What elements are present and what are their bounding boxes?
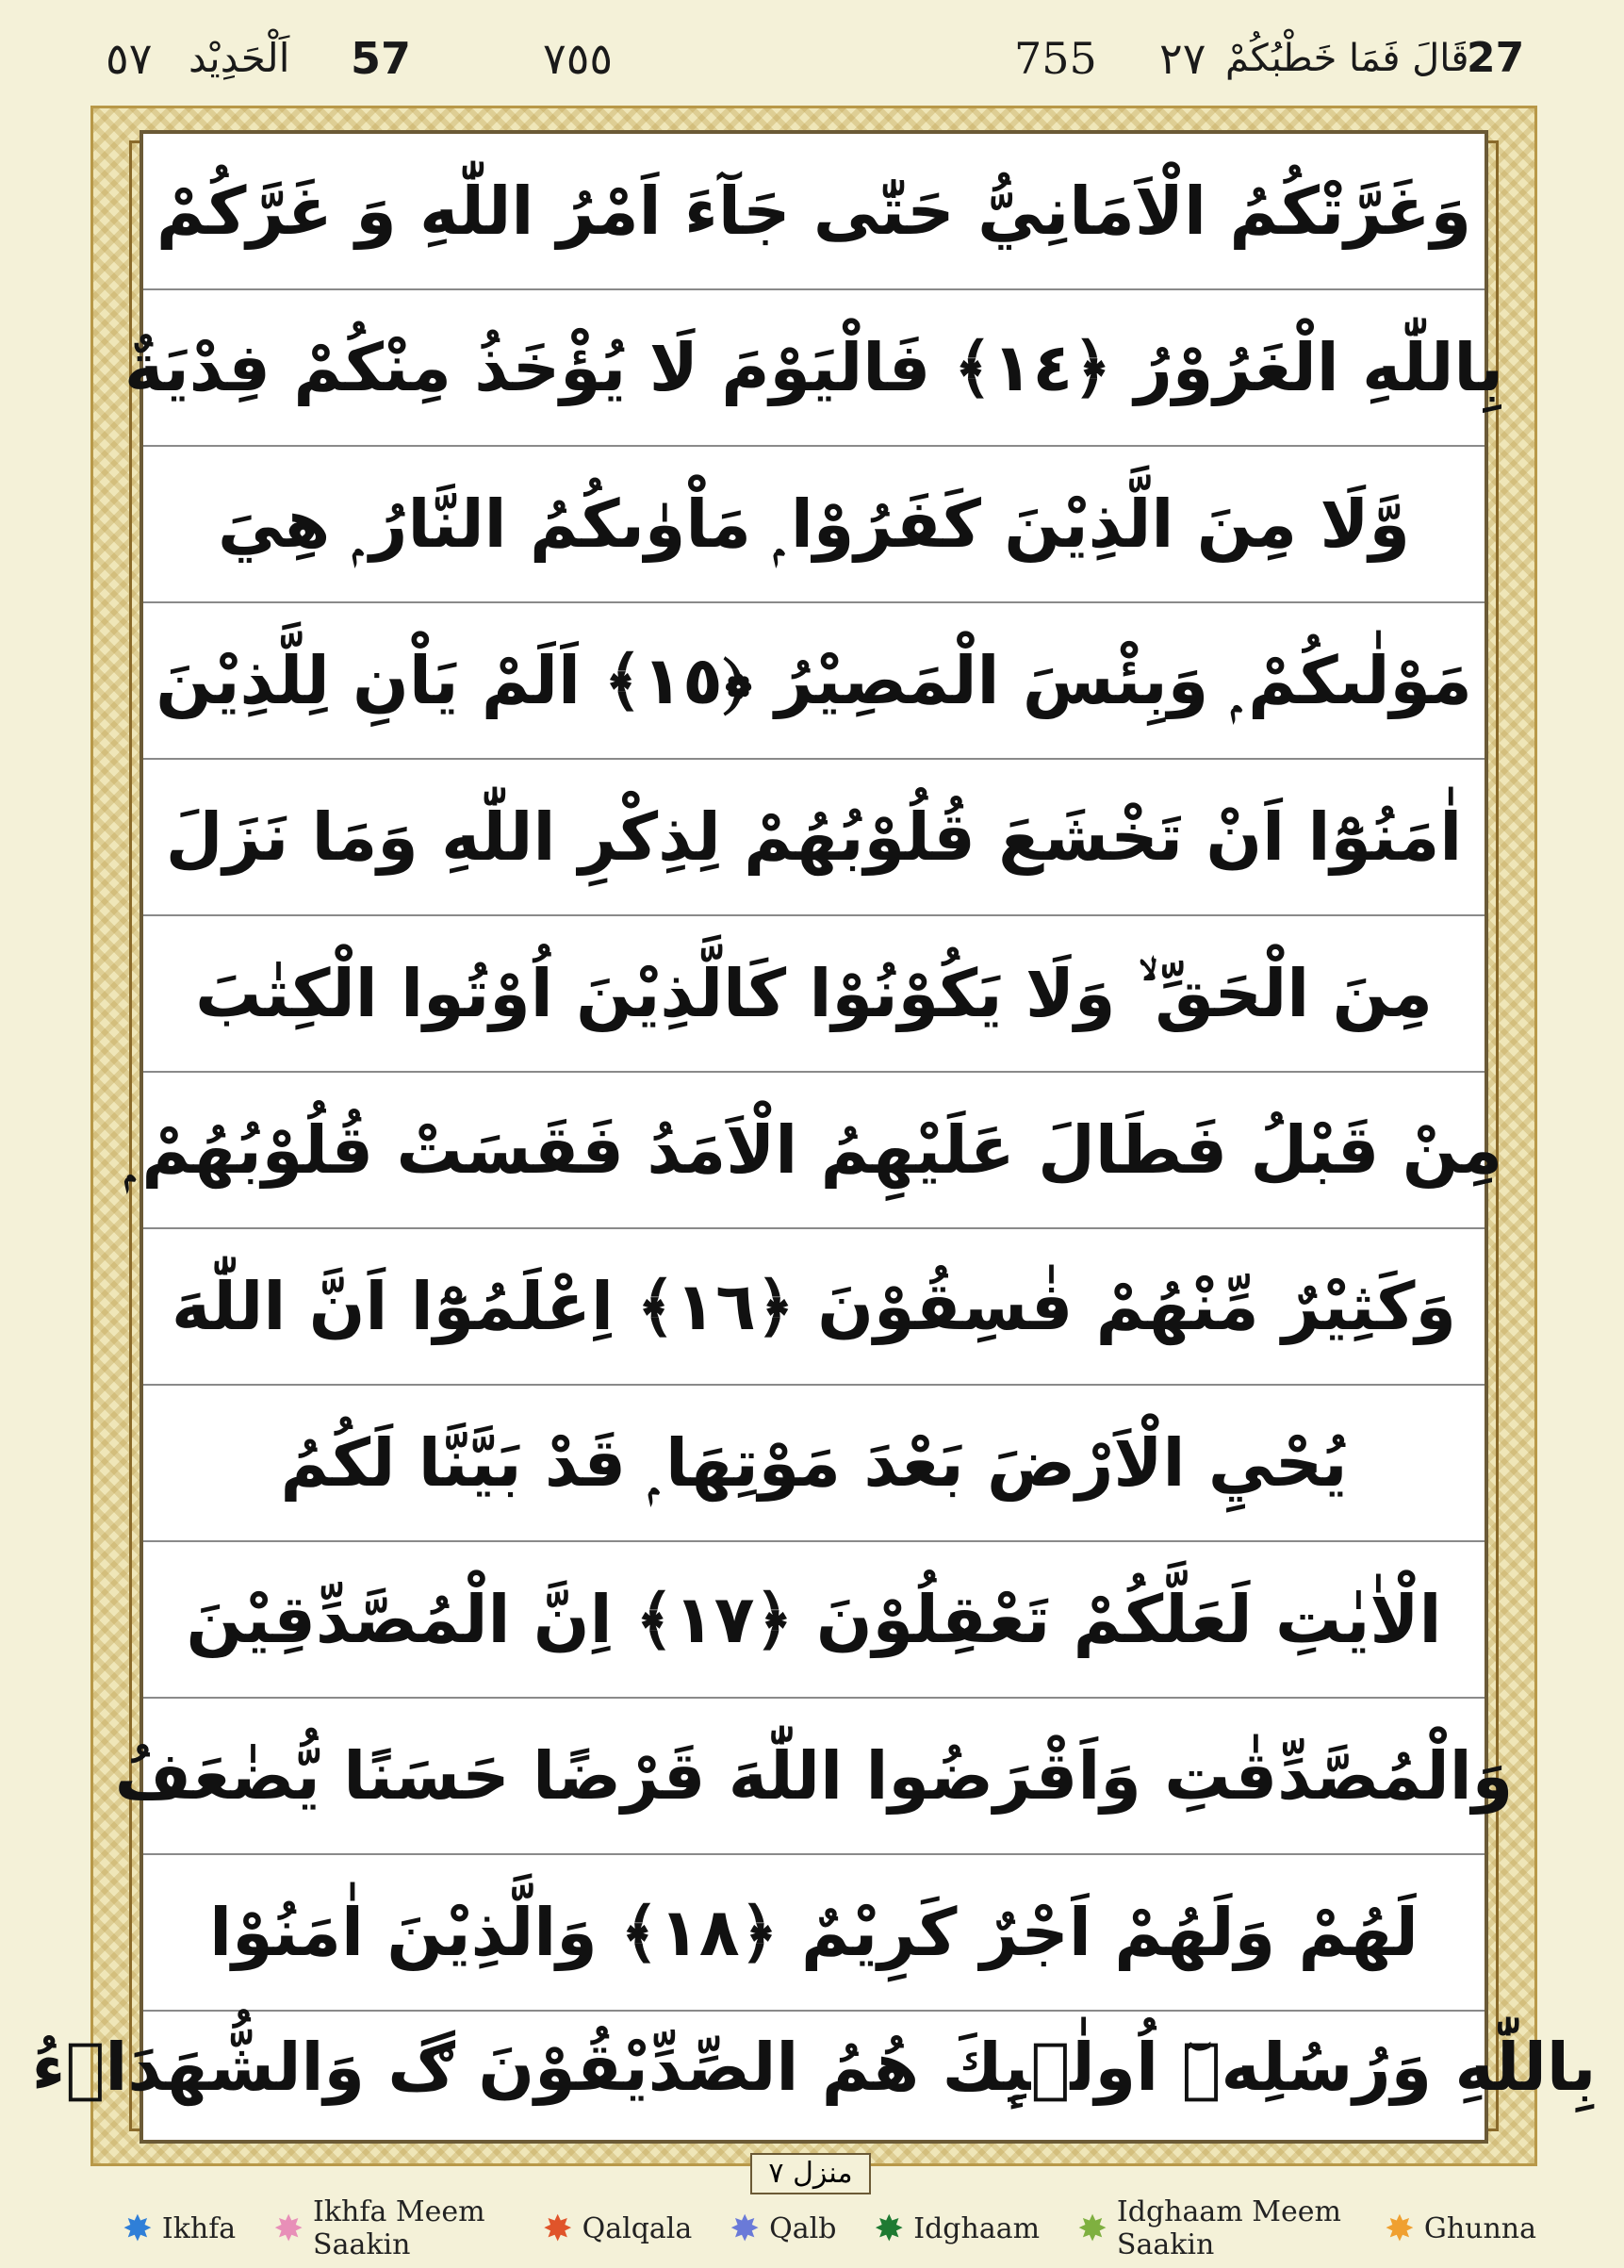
legend-item-ikhfa: [123, 2210, 236, 2247]
juz-number: 27: [1467, 34, 1525, 82]
surah-number-arabic: ٥٧: [106, 33, 153, 84]
verse-text: مِنْ قَبْلُ فَطَالَ عَلَيْهِمُ الْاَمَدُ فَقَسَتْ قُلُوْبُهُمْ ۭ: [124, 1111, 1503, 1189]
legend-label: Qalb: [769, 2211, 837, 2245]
verse-text: وَالْمُصَّدِّقٰتِ وَاَقْرَضُوا اللّٰهَ قَرْضًا حَسَنًا يُّضٰعَفُ: [114, 1737, 1514, 1815]
text-line-4: [143, 603, 1485, 760]
juz-number-arabic: ٢٧: [1159, 33, 1206, 84]
text-line-11: [114, 1699, 1514, 1855]
star-icon: ✸: [874, 2208, 905, 2249]
legend-item-ikhfa-meem-saakin: [273, 2195, 505, 2261]
surah-number: 57: [351, 33, 412, 84]
legend-label: Ghunna: [1423, 2211, 1536, 2245]
text-line-6: [143, 916, 1485, 1073]
verse-text: وَكَثِيْرٌ مِّنْهُمْ فٰسِقُوْنَ ﴿١٦﴾ اِعْلَمُوْٓا اَنَّ اللّٰهَ: [172, 1268, 1456, 1345]
legend-item-ghunna: [1385, 2210, 1536, 2247]
text-line-2: [124, 290, 1503, 447]
text-line-13: [31, 1991, 1597, 2144]
verse-text: لَهُمْ وَلَهُمْ اَجْرٌ كَرِيْمٌ ﴿١٨﴾ وَالَّذِيْنَ اٰمَنُوْا: [209, 1894, 1419, 1971]
legend-label: Qalqala: [582, 2211, 693, 2245]
text-line-12: [143, 1855, 1485, 2012]
verse-text: يُحْيِ الْاَرْضَ بَعْدَ مَوْتِهَا ۭ قَدْ بَيَّنَّا لَكُمُ: [280, 1424, 1348, 1502]
verse-text: وَغَرَّتْكُمُ الْاَمَانِيُّ حَتّٰى جَآءَ اَمْرُ اللّٰهِ وَ غَرَّكُمْ: [156, 173, 1472, 250]
star-icon: ✸: [273, 2208, 304, 2249]
legend-label: Idghaam: [913, 2211, 1041, 2245]
legend-label: Ikhfa: [161, 2211, 237, 2245]
verse-text: مَوْلٰىكُمْ ۭ وَبِئْسَ الْمَصِيْرُ ﴿١٥﴾ اَلَمْ يَاْنِ لِلَّذِيْنَ: [156, 642, 1472, 719]
legend-label: Ikhfa Meem Saakin: [313, 2195, 485, 2261]
legend-label: Idghaam Meem Saakin: [1116, 2195, 1341, 2261]
verse-text: مِنَ الْحَقِّ ۙ وَلَا يَكُوْنُوْا كَالَّذِيْنَ اُوْتُوا الْكِتٰبَ: [195, 955, 1433, 1032]
text-line-1: [143, 134, 1485, 290]
page-header: [0, 0, 1624, 104]
legend-item-idghaam-meem-saakin: [1077, 2195, 1347, 2261]
verse-text: اٰمَنُوْٓا اَنْ تَخْشَعَ قُلُوْبُهُمْ لِذِكْرِ اللّٰهِ وَمَا نَزَلَ: [165, 798, 1463, 876]
text-line-3: [143, 447, 1485, 603]
star-icon: ✸: [1077, 2208, 1107, 2249]
star-icon: ✸: [542, 2208, 573, 2249]
text-line-7: [124, 1073, 1503, 1229]
verse-text: بِاللّٰهِ الْغَرُوْرُ ﴿١٤﴾ فَالْيَوْمَ لَا يُؤْخَذُ مِنْكُمْ فِدْيَةٌ: [124, 329, 1503, 406]
manzil-label: منزل ٧: [750, 2153, 871, 2194]
verse-text: بِاللّٰهِ وَرُسُلِهٖٓ اُولٰۗىِٕكَ هُمُ الصِّدِّيْقُوْنَ ڰ وَالشُّهَدَاۗءُ: [31, 2029, 1597, 2106]
text-line-10: [143, 1542, 1485, 1699]
verse-text: وَّلَا مِنَ الَّذِيْنَ كَفَرُوْا ۭ مَاْوٰىكُمُ النَّارُ ۭ هِيَ: [217, 485, 1411, 563]
juz-name: قَالَ فَمَا خَطْبُكُمْ: [1225, 37, 1469, 80]
star-icon: ✸: [123, 2208, 153, 2249]
legend-item-qalqala: [543, 2210, 693, 2247]
quran-text-panel: [31, 130, 1597, 2144]
tajweed-legend: [123, 2195, 1536, 2261]
surah-name: اَلْحَدِيْد: [189, 35, 290, 81]
page-number: 755: [1014, 33, 1097, 84]
page-number-arabic: ٧٥٥: [543, 33, 614, 84]
verse-text: الْاٰيٰتِ لَعَلَّكُمْ تَعْقِلُوْنَ ﴿١٧﴾ اِنَّ الْمُصَّدِّقِيْنَ: [186, 1581, 1442, 1658]
legend-item-idghaam: [874, 2210, 1040, 2247]
star-icon: ✸: [730, 2208, 761, 2249]
legend-item-qalb: [730, 2210, 836, 2247]
text-line-8: [143, 1229, 1485, 1386]
text-line-5: [143, 760, 1485, 916]
text-line-9: [143, 1386, 1485, 1542]
star-icon: ✸: [1385, 2208, 1415, 2249]
